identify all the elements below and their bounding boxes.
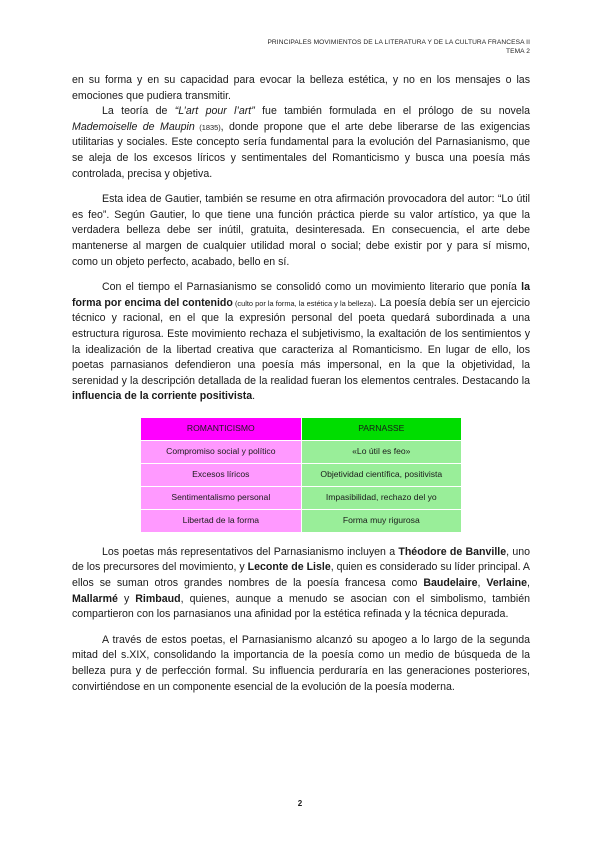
table-cell-parnasse: Objetividad científica, positivista [301,463,461,486]
poet-name: Théodore de Banville [398,545,507,558]
table-cell-parnasse: Impasibilidad, rechazo del yo [301,486,461,509]
page-number: 2 [297,799,303,808]
poet-name: Leconte de Lisle [247,561,331,574]
paragraph-text: Esta idea de Gautier, también se resume en otra afirmación provocadora del autor: “Lo útil es feo”. Según Gautier, lo que tiene una función práctica pierde su valor artístico, ya que la verdadera belleza debe ser inútil, gratuita, desinteresada. En consecuencia, el arte debe mantenerse al margen de cualquier utilidad moral o social; debe existir por y para sí mismo, como un objeto perfecto, acabado, bello en sí. [72,193,530,268]
highlight-form-over-content: la forma por encima del contenido [72,281,530,309]
table-cell-parnasse: Forma muy rigurosa [301,509,461,532]
table-row [141,463,462,486]
table-row [141,440,462,463]
table-cell-parnasse: «Lo útil es feo» [301,440,461,463]
poet-name: Baudelaire [423,577,478,590]
comparison-table [140,417,462,533]
paragraph-1 [72,73,530,104]
header-romanticismo: ROMANTICISMO [141,417,302,440]
highlight-positivist-influence: influencia de la corriente positivista [72,390,253,403]
header-course-title: PRINCIPALES MOVIMIENTOS DE LA LITERATURA Y DE LA CULTURA FRANCESA II [267,39,530,46]
parenthetical-note: (culto por la forma, la estética y la belleza) [232,298,374,308]
novel-title: Mademoiselle de Maupin [72,120,195,133]
header-topic: TEMA 2 [505,48,530,55]
table-cell-romanticismo: Sentimentalismo personal [141,486,302,509]
table-cell-romanticismo: Libertad de la forma [141,509,302,532]
page-header [267,38,530,56]
paragraph-6 [72,633,530,695]
paragraph-text: A través de estos poetas, el Parnasianismo alcanzó su apogeo a lo largo de la segunda mitad del s.XIX, consolidando la importancia de la poesía como un medio de búsqueda de la belleza pura y de perfección formal. Su influencia perduraría en las generaciones posteriores, convirtiéndose en un componente esencial de la evolución de la poesía moderna. [72,633,530,693]
table-cell-romanticismo: Excesos líricos [141,463,302,486]
poet-name: Rimbaud [135,592,181,605]
publication-year: (1835) [194,122,221,132]
table-header-row [141,417,462,440]
header-parnasse: PARNASSE [301,417,461,440]
quote-art-pour-art: “L’art pour l’art” [174,105,255,118]
paragraph-text: en su forma y en su capacidad para evocar la belleza estética, y no en los mensajes o las emociones que pudiera transmitir. [72,74,530,102]
paragraph-4: Con el tiempo el Parnasianismo se consolidó como un movimiento literario que ponía la forma por encima del contenido (culto por la forma, la estética y la belleza). La poesía debía ser un ejercicio técnico y racional, en el que la expresión personal del poeta quedará subordinada a una estructura rigurosa. Este movimiento rechaza el subjetivismo, la exaltación de los sentimientos y la idealización de la libertad creativa que caracteriza al Romanticismo. En lugar de ello, los poetas parnasianos defendieron una poesía más impersonal, en la que la objetividad, la serenidad y la descripción detallada de la realidad fueran los elementos centrales. Destacando la influencia de la corriente positivista. [72,281,531,403]
table-row [141,509,462,532]
paragraph-5: Los poetas más representativos del Parnasianismo incluyen a Théodore de Banville, uno de los precursores del movimiento, y Leconte de Lisle, quien es considerado su líder principal. A ellos se suman otros grandes nombres de la poesía francesa como Baudelaire, Verlaine, Mallarmé y Rimbaud, quienes, aunque a menudo se asocian con el simbolismo, también compartieron con los parnasianos una afinidad por la estética refinada y la técnica depurada. [72,545,531,621]
poet-name: Verlaine [486,577,528,590]
table-cell-romanticismo: Compromiso social y político [141,440,302,463]
paragraph-2: La teoría de “L’art pour l’art” fue también formulada en el prólogo de su novela Mademoiselle de Maupin (1835), donde propone que el arte debe liberarse de las exigencias utilitarias y sociales. Este concepto sería fundamental para la evolución del Parnasianismo, que se aleja de los excesos líricos y sentimentales del Romanticismo y busca una poesía más controlada, precisa y objetiva. [72,105,530,180]
paragraph-3 [72,192,530,270]
table-row [141,486,462,509]
document-body [72,73,530,695]
poet-name: Mallarmé [72,592,118,605]
